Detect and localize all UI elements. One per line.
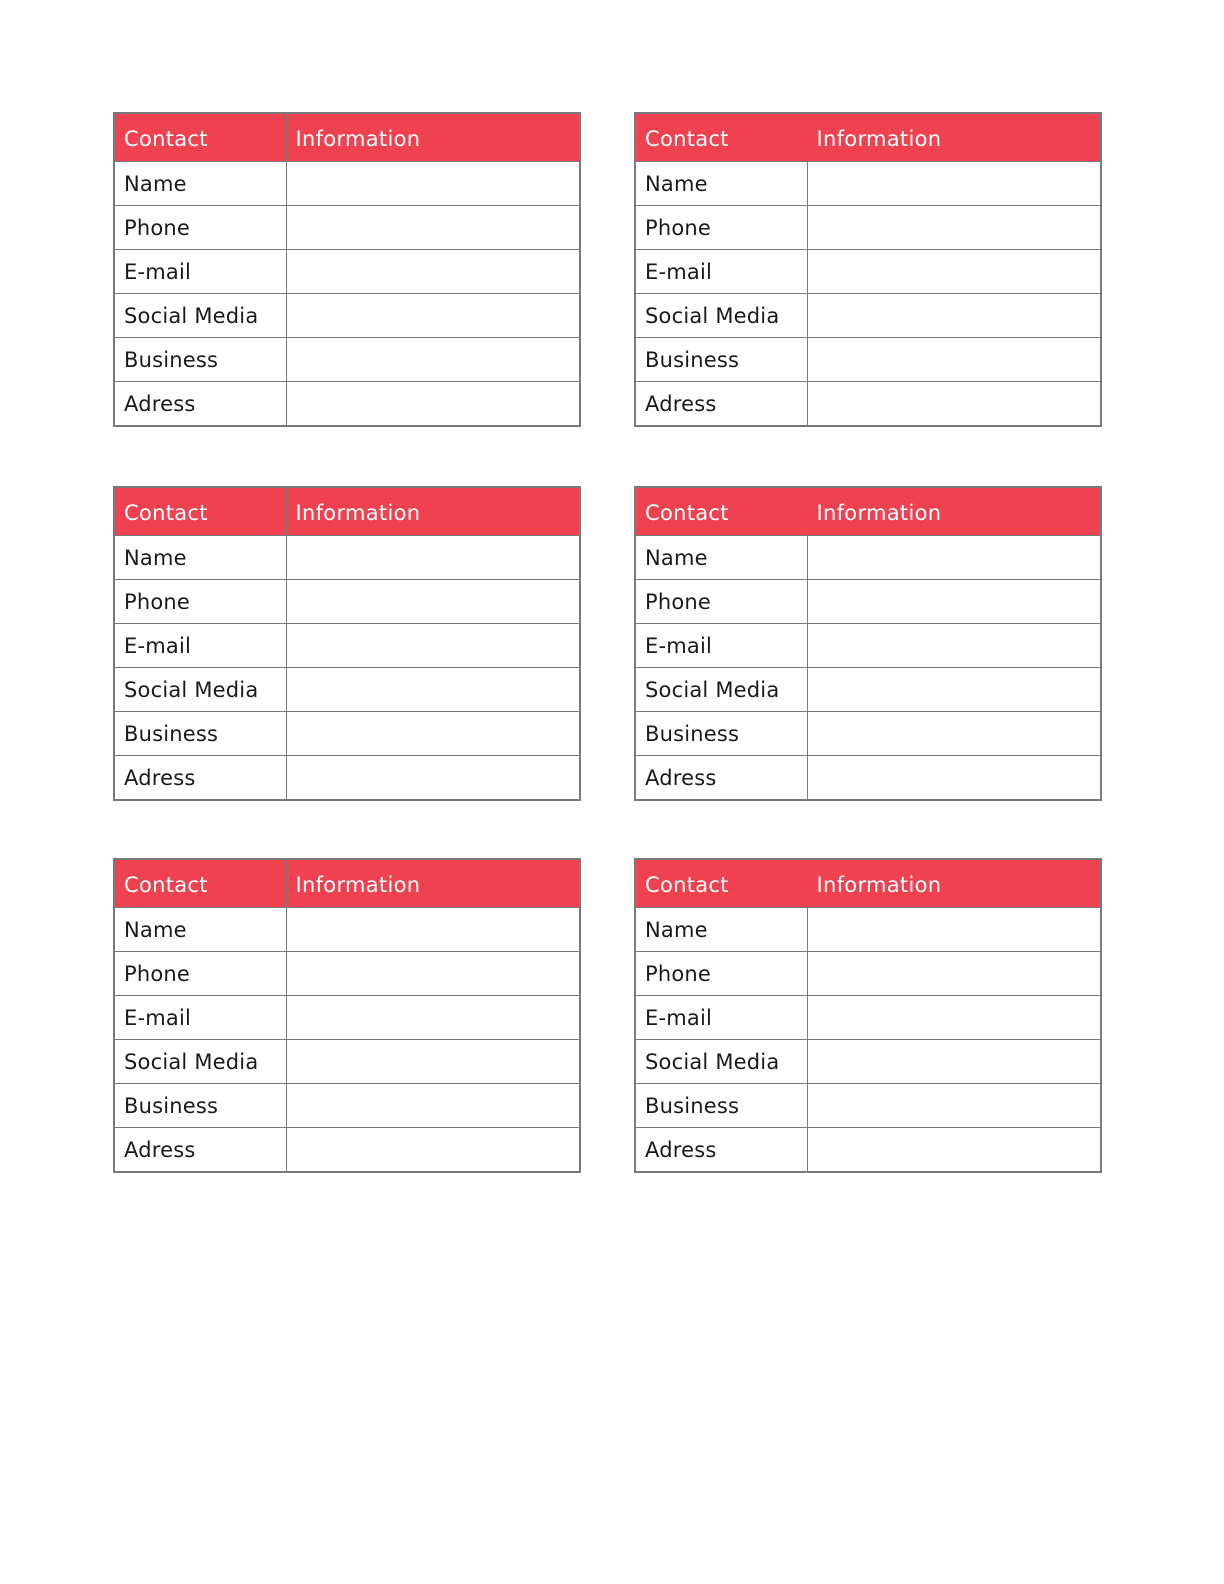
table-row	[635, 206, 1101, 250]
table-row	[635, 250, 1101, 294]
email-field[interactable]	[286, 996, 580, 1040]
table-row	[114, 294, 580, 338]
name-field[interactable]	[286, 908, 580, 952]
table-row	[114, 1040, 580, 1084]
table-row	[114, 1128, 580, 1173]
row-label-email: E-mail	[114, 250, 286, 294]
row-label-business: Business	[114, 712, 286, 756]
table-row	[635, 580, 1101, 624]
table-row	[635, 162, 1101, 206]
phone-field[interactable]	[807, 206, 1101, 250]
business-field[interactable]	[286, 1084, 580, 1128]
table-row	[635, 1128, 1101, 1173]
row-label-phone: Phone	[114, 952, 286, 996]
header-row	[114, 113, 580, 162]
table-row	[635, 1084, 1101, 1128]
table-row	[114, 624, 580, 668]
table-row	[114, 1084, 580, 1128]
table-row	[635, 996, 1101, 1040]
phone-field[interactable]	[286, 580, 580, 624]
row-label-phone: Phone	[114, 206, 286, 250]
row-label-social-media: Social Media	[114, 668, 286, 712]
table-row	[635, 382, 1101, 427]
address-field[interactable]	[286, 756, 580, 801]
contact-card-3	[113, 486, 581, 801]
table-row	[635, 668, 1101, 712]
row-label-email: E-mail	[635, 996, 807, 1040]
row-label-name: Name	[635, 536, 807, 580]
table-row	[635, 624, 1101, 668]
name-field[interactable]	[807, 536, 1101, 580]
row-label-phone: Phone	[635, 206, 807, 250]
table-row	[635, 338, 1101, 382]
table-row	[114, 952, 580, 996]
table-row	[635, 294, 1101, 338]
table-row	[114, 908, 580, 952]
row-label-address: Adress	[114, 1128, 286, 1173]
name-field[interactable]	[286, 536, 580, 580]
row-label-address: Adress	[635, 382, 807, 427]
header-contact: Contact	[114, 113, 286, 162]
row-label-social-media: Social Media	[635, 294, 807, 338]
contact-card-2	[634, 112, 1102, 427]
row-label-phone: Phone	[635, 580, 807, 624]
table-row	[114, 996, 580, 1040]
table-row	[635, 908, 1101, 952]
contact-card-5	[113, 858, 581, 1173]
row-label-address: Adress	[114, 382, 286, 427]
table-row	[635, 712, 1101, 756]
table-row	[114, 382, 580, 427]
social-media-field[interactable]	[807, 1040, 1101, 1084]
table-row	[114, 338, 580, 382]
row-label-email: E-mail	[114, 996, 286, 1040]
phone-field[interactable]	[286, 952, 580, 996]
business-field[interactable]	[807, 1084, 1101, 1128]
contact-card-4	[634, 486, 1102, 801]
header-row	[635, 113, 1101, 162]
address-field[interactable]	[807, 382, 1101, 427]
business-field[interactable]	[807, 712, 1101, 756]
row-label-address: Adress	[114, 756, 286, 801]
header-information: Information	[807, 113, 1101, 162]
row-label-business: Business	[635, 712, 807, 756]
contact-card-1	[113, 112, 581, 427]
social-media-field[interactable]	[286, 1040, 580, 1084]
table-row	[114, 668, 580, 712]
name-field[interactable]	[807, 162, 1101, 206]
row-label-name: Name	[114, 536, 286, 580]
phone-field[interactable]	[807, 580, 1101, 624]
phone-field[interactable]	[286, 206, 580, 250]
header-information: Information	[807, 487, 1101, 536]
row-label-email: E-mail	[635, 250, 807, 294]
header-row	[114, 487, 580, 536]
row-label-business: Business	[635, 1084, 807, 1128]
social-media-field[interactable]	[807, 294, 1101, 338]
table-row	[114, 536, 580, 580]
table-row	[635, 756, 1101, 801]
row-label-business: Business	[114, 1084, 286, 1128]
header-contact: Contact	[635, 487, 807, 536]
address-field[interactable]	[286, 1128, 580, 1173]
contact-card-6	[634, 858, 1102, 1173]
row-label-social-media: Social Media	[635, 668, 807, 712]
header-row	[635, 487, 1101, 536]
name-field[interactable]	[286, 162, 580, 206]
header-information: Information	[286, 487, 580, 536]
social-media-field[interactable]	[286, 294, 580, 338]
name-field[interactable]	[807, 908, 1101, 952]
header-information: Information	[286, 113, 580, 162]
header-contact: Contact	[635, 859, 807, 908]
email-field[interactable]	[807, 250, 1101, 294]
social-media-field[interactable]	[286, 668, 580, 712]
header-row	[635, 859, 1101, 908]
row-label-name: Name	[635, 908, 807, 952]
row-label-address: Adress	[635, 756, 807, 801]
address-field[interactable]	[807, 756, 1101, 801]
table-row	[635, 952, 1101, 996]
email-field[interactable]	[286, 624, 580, 668]
row-label-phone: Phone	[635, 952, 807, 996]
header-contact: Contact	[114, 859, 286, 908]
email-field[interactable]	[807, 624, 1101, 668]
row-label-social-media: Social Media	[114, 1040, 286, 1084]
table-row	[635, 1040, 1101, 1084]
row-label-business: Business	[635, 338, 807, 382]
business-field[interactable]	[286, 338, 580, 382]
address-field[interactable]	[286, 382, 580, 427]
row-label-name: Name	[635, 162, 807, 206]
header-contact: Contact	[635, 113, 807, 162]
social-media-field[interactable]	[807, 668, 1101, 712]
row-label-phone: Phone	[114, 580, 286, 624]
phone-field[interactable]	[807, 952, 1101, 996]
header-contact: Contact	[114, 487, 286, 536]
row-label-business: Business	[114, 338, 286, 382]
row-label-email: E-mail	[114, 624, 286, 668]
business-field[interactable]	[286, 712, 580, 756]
row-label-social-media: Social Media	[114, 294, 286, 338]
address-field[interactable]	[807, 1128, 1101, 1173]
table-row	[114, 580, 580, 624]
row-label-social-media: Social Media	[635, 1040, 807, 1084]
table-row	[114, 756, 580, 801]
table-row	[114, 206, 580, 250]
table-row	[114, 162, 580, 206]
row-label-name: Name	[114, 908, 286, 952]
table-row	[114, 712, 580, 756]
header-row	[114, 859, 580, 908]
row-label-name: Name	[114, 162, 286, 206]
header-information: Information	[286, 859, 580, 908]
row-label-email: E-mail	[635, 624, 807, 668]
header-information: Information	[807, 859, 1101, 908]
business-field[interactable]	[807, 338, 1101, 382]
email-field[interactable]	[807, 996, 1101, 1040]
email-field[interactable]	[286, 250, 580, 294]
row-label-address: Adress	[635, 1128, 807, 1173]
table-row	[635, 536, 1101, 580]
table-row	[114, 250, 580, 294]
